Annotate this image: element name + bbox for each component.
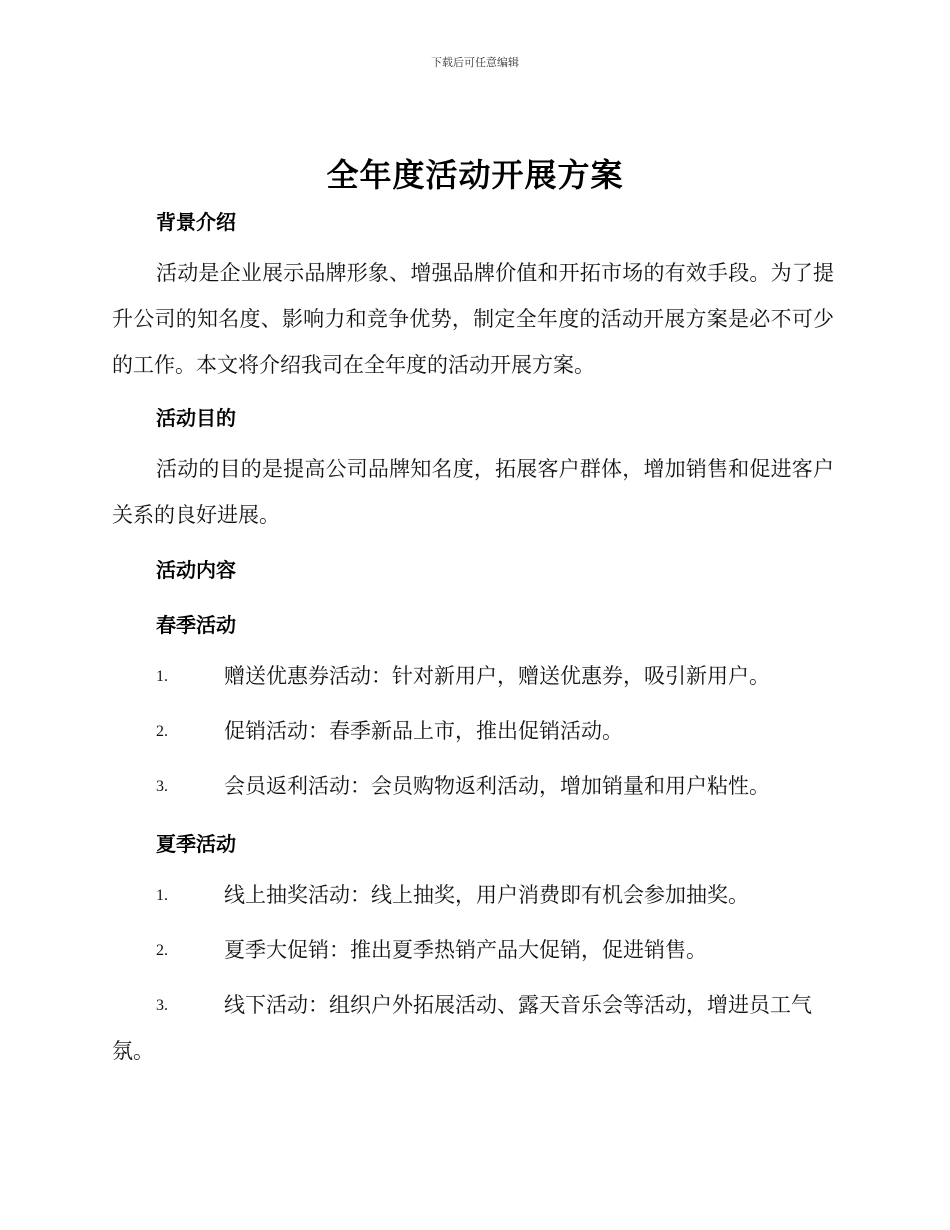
list-number: 2.	[156, 942, 168, 959]
heading-background: 背景介绍	[156, 210, 236, 234]
list-item	[112, 763, 834, 809]
list-text: 促销活动：春季新品上市，推出促销活动。	[224, 719, 623, 743]
list-text: 线下活动：组织户外拓展活动、露天音乐会等活动，增进员工气氛。	[112, 993, 812, 1063]
list-item	[112, 982, 834, 1074]
heading-purpose: 活动目的	[156, 406, 236, 430]
page-header-note: 下载后可任意编辑	[431, 56, 519, 69]
list-item	[112, 653, 834, 699]
list-item	[112, 872, 834, 918]
list-number: 2.	[156, 723, 168, 740]
document-title: 全年度活动开展方案	[326, 156, 624, 194]
list-number: 1.	[156, 887, 168, 904]
paragraph-purpose: 活动的目的是提高公司品牌知名度，拓展客户群体，增加销售和促进客户关系的良好进展。	[112, 457, 834, 527]
list-item	[112, 927, 834, 973]
list-text: 线上抽奖活动：线上抽奖，用户消费即有机会参加抽奖。	[224, 883, 749, 907]
list-number: 1.	[156, 668, 168, 685]
list-item	[112, 708, 834, 754]
heading-content: 活动内容	[156, 558, 236, 582]
heading-summer: 夏季活动	[156, 832, 236, 856]
list-text: 赠送优惠券活动：针对新用户，赠送优惠券，吸引新用户。	[224, 664, 770, 688]
heading-spring: 春季活动	[156, 613, 236, 637]
list-number: 3.	[156, 778, 168, 795]
list-text: 会员返利活动：会员购物返利活动，增加销量和用户粘性。	[224, 774, 770, 798]
list-text: 夏季大促销：推出夏季热销产品大促销，促进销售。	[224, 938, 707, 962]
list-number: 3.	[156, 997, 168, 1014]
paragraph-background: 活动是企业展示品牌形象、增强品牌价值和开拓市场的有效手段。为了提升公司的知名度、影响力和竞争优势，制定全年度的活动开展方案是必不可少的工作。本文将介绍我司在全年度的活动开展方案。	[112, 261, 834, 377]
